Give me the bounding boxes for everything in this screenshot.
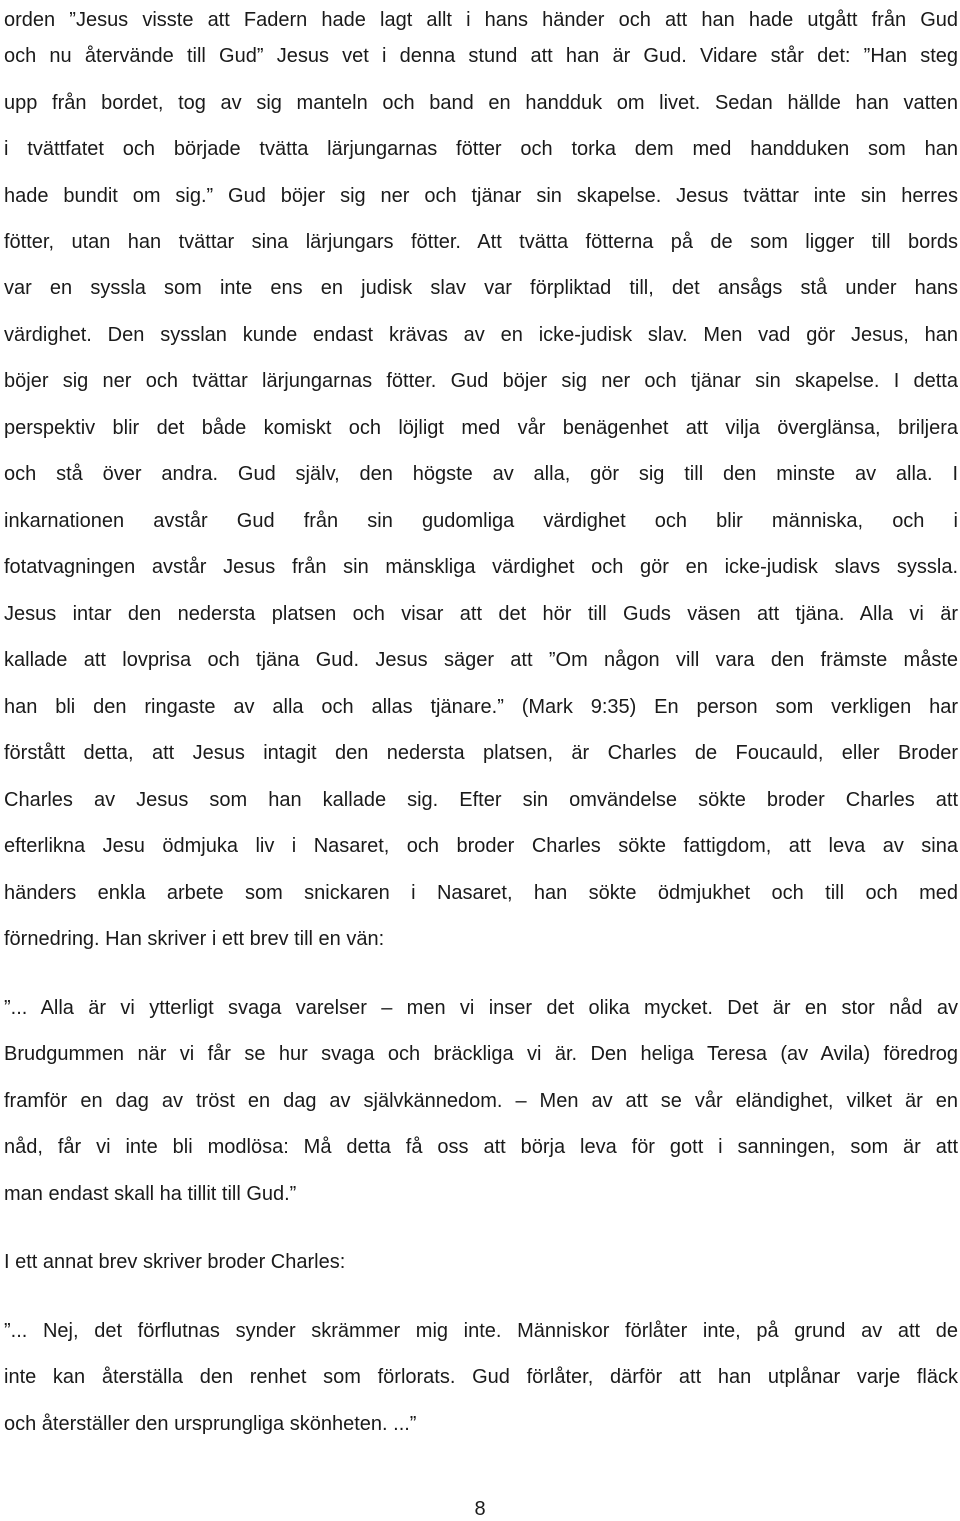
text-line: och stå över andra. Gud själv, den högste av alla, gör sig till den minste av alla. I xyxy=(4,463,958,485)
text-line: I ett annat brev skriver broder Charles: xyxy=(4,1251,346,1273)
text-line: fotatvagningen avstår Jesus från sin mänskliga värdighet och gör en icke-judisk slavs syssla. xyxy=(4,556,958,578)
text-line: och återställer den ursprungliga skönheten. ...” xyxy=(4,1413,417,1435)
text-line: inte kan återställa den renhet som förlorats. Gud förlåter, därför att han utplånar varje fläck xyxy=(4,1366,958,1388)
text-line: ”... Alla är vi ytterligt svaga varelser – men vi inser det olika mycket. Det är en stor nåd av xyxy=(4,997,958,1019)
text-line: Charles av Jesus som han kallade sig. Efter sin omvändelse sökte broder Charles att xyxy=(4,789,958,811)
text-line: förnedring. Han skriver i ett brev till en vän: xyxy=(4,928,385,950)
text-line: var en syssla som inte ens en judisk slav var förpliktad till, det ansågs stå under hans xyxy=(4,277,958,299)
text-line: förstått detta, att Jesus intagit den nedersta platsen, är Charles de Foucauld, eller Broder xyxy=(4,742,958,764)
text-line: Jesus intar den nedersta platsen och visar att det hör till Guds väsen att tjäna. Alla vi är xyxy=(4,603,958,625)
text-line: framför en dag av tröst en dag av självkännedom. – Men av att se vår eländighet, vilket är en xyxy=(4,1090,958,1112)
text-line: han bli den ringaste av alla och allas tjänare.” (Mark 9:35) En person som verkligen har xyxy=(4,696,958,718)
text-line: upp från bordet, tog av sig manteln och band en handduk om livet. Sedan hällde han vatten xyxy=(4,92,958,114)
text-line: ”... Nej, det förflutnas synder skrämmer mig inte. Människor förlåter inte, på grund av att de xyxy=(4,1320,958,1342)
text-line: Brudgummen när vi får se hur svaga och bräckliga vi är. Den heliga Teresa (av Avila) föredrog xyxy=(4,1043,958,1065)
text-line: och nu återvände till Gud” Jesus vet i denna stund att han är Gud. Vidare står det: ”Han steg xyxy=(4,45,958,67)
text-line: fötter, utan han tvättar sina lärjungars fötter. Att tvätta fötterna på de som ligger till bords xyxy=(4,231,958,253)
text-line: efterlikna Jesu ödmjuka liv i Nasaret, och broder Charles sökte fattigdom, att leva av sina xyxy=(4,835,958,857)
text-line: man endast skall ha tillit till Gud.” xyxy=(4,1183,297,1205)
page-number: 8 xyxy=(474,1498,486,1520)
text-line: nåd, får vi inte bli modlösa: Må detta få oss att börja leva för gott i sanningen, som är att xyxy=(4,1136,958,1158)
text-line: perspektiv blir det både komiskt och löjligt med vår benägenhet att vilja överglänsa, briljera xyxy=(4,417,958,439)
text-line: kallade att lovprisa och tjäna Gud. Jesus säger att ”Om någon vill vara den främste måste xyxy=(4,649,958,671)
text-line: värdighet. Den sysslan kunde endast krävas av en icke-judisk slav. Men vad gör Jesus, han xyxy=(4,324,958,346)
text-line: i tvättfatet och började tvätta lärjungarnas fötter och torka dem med handduken som han xyxy=(4,138,958,160)
text-line: hade bundit om sig.” Gud böjer sig ner och tjänar sin skapelse. Jesus tvättar inte sin herres xyxy=(4,185,958,207)
text-line: orden ”Jesus visste att Fadern hade lagt allt i hans händer och att han hade utgått från Gud xyxy=(4,9,958,31)
text-line: händers enkla arbete som snickaren i Nasaret, han sökte ödmjukhet och till och med xyxy=(4,882,958,904)
text-line: böjer sig ner och tvättar lärjungarnas fötter. Gud böjer sig ner och tjänar sin skapelse. I detta xyxy=(4,370,958,392)
text-line: inkarnationen avstår Gud från sin gudomliga värdighet och blir människa, och i xyxy=(4,510,958,532)
